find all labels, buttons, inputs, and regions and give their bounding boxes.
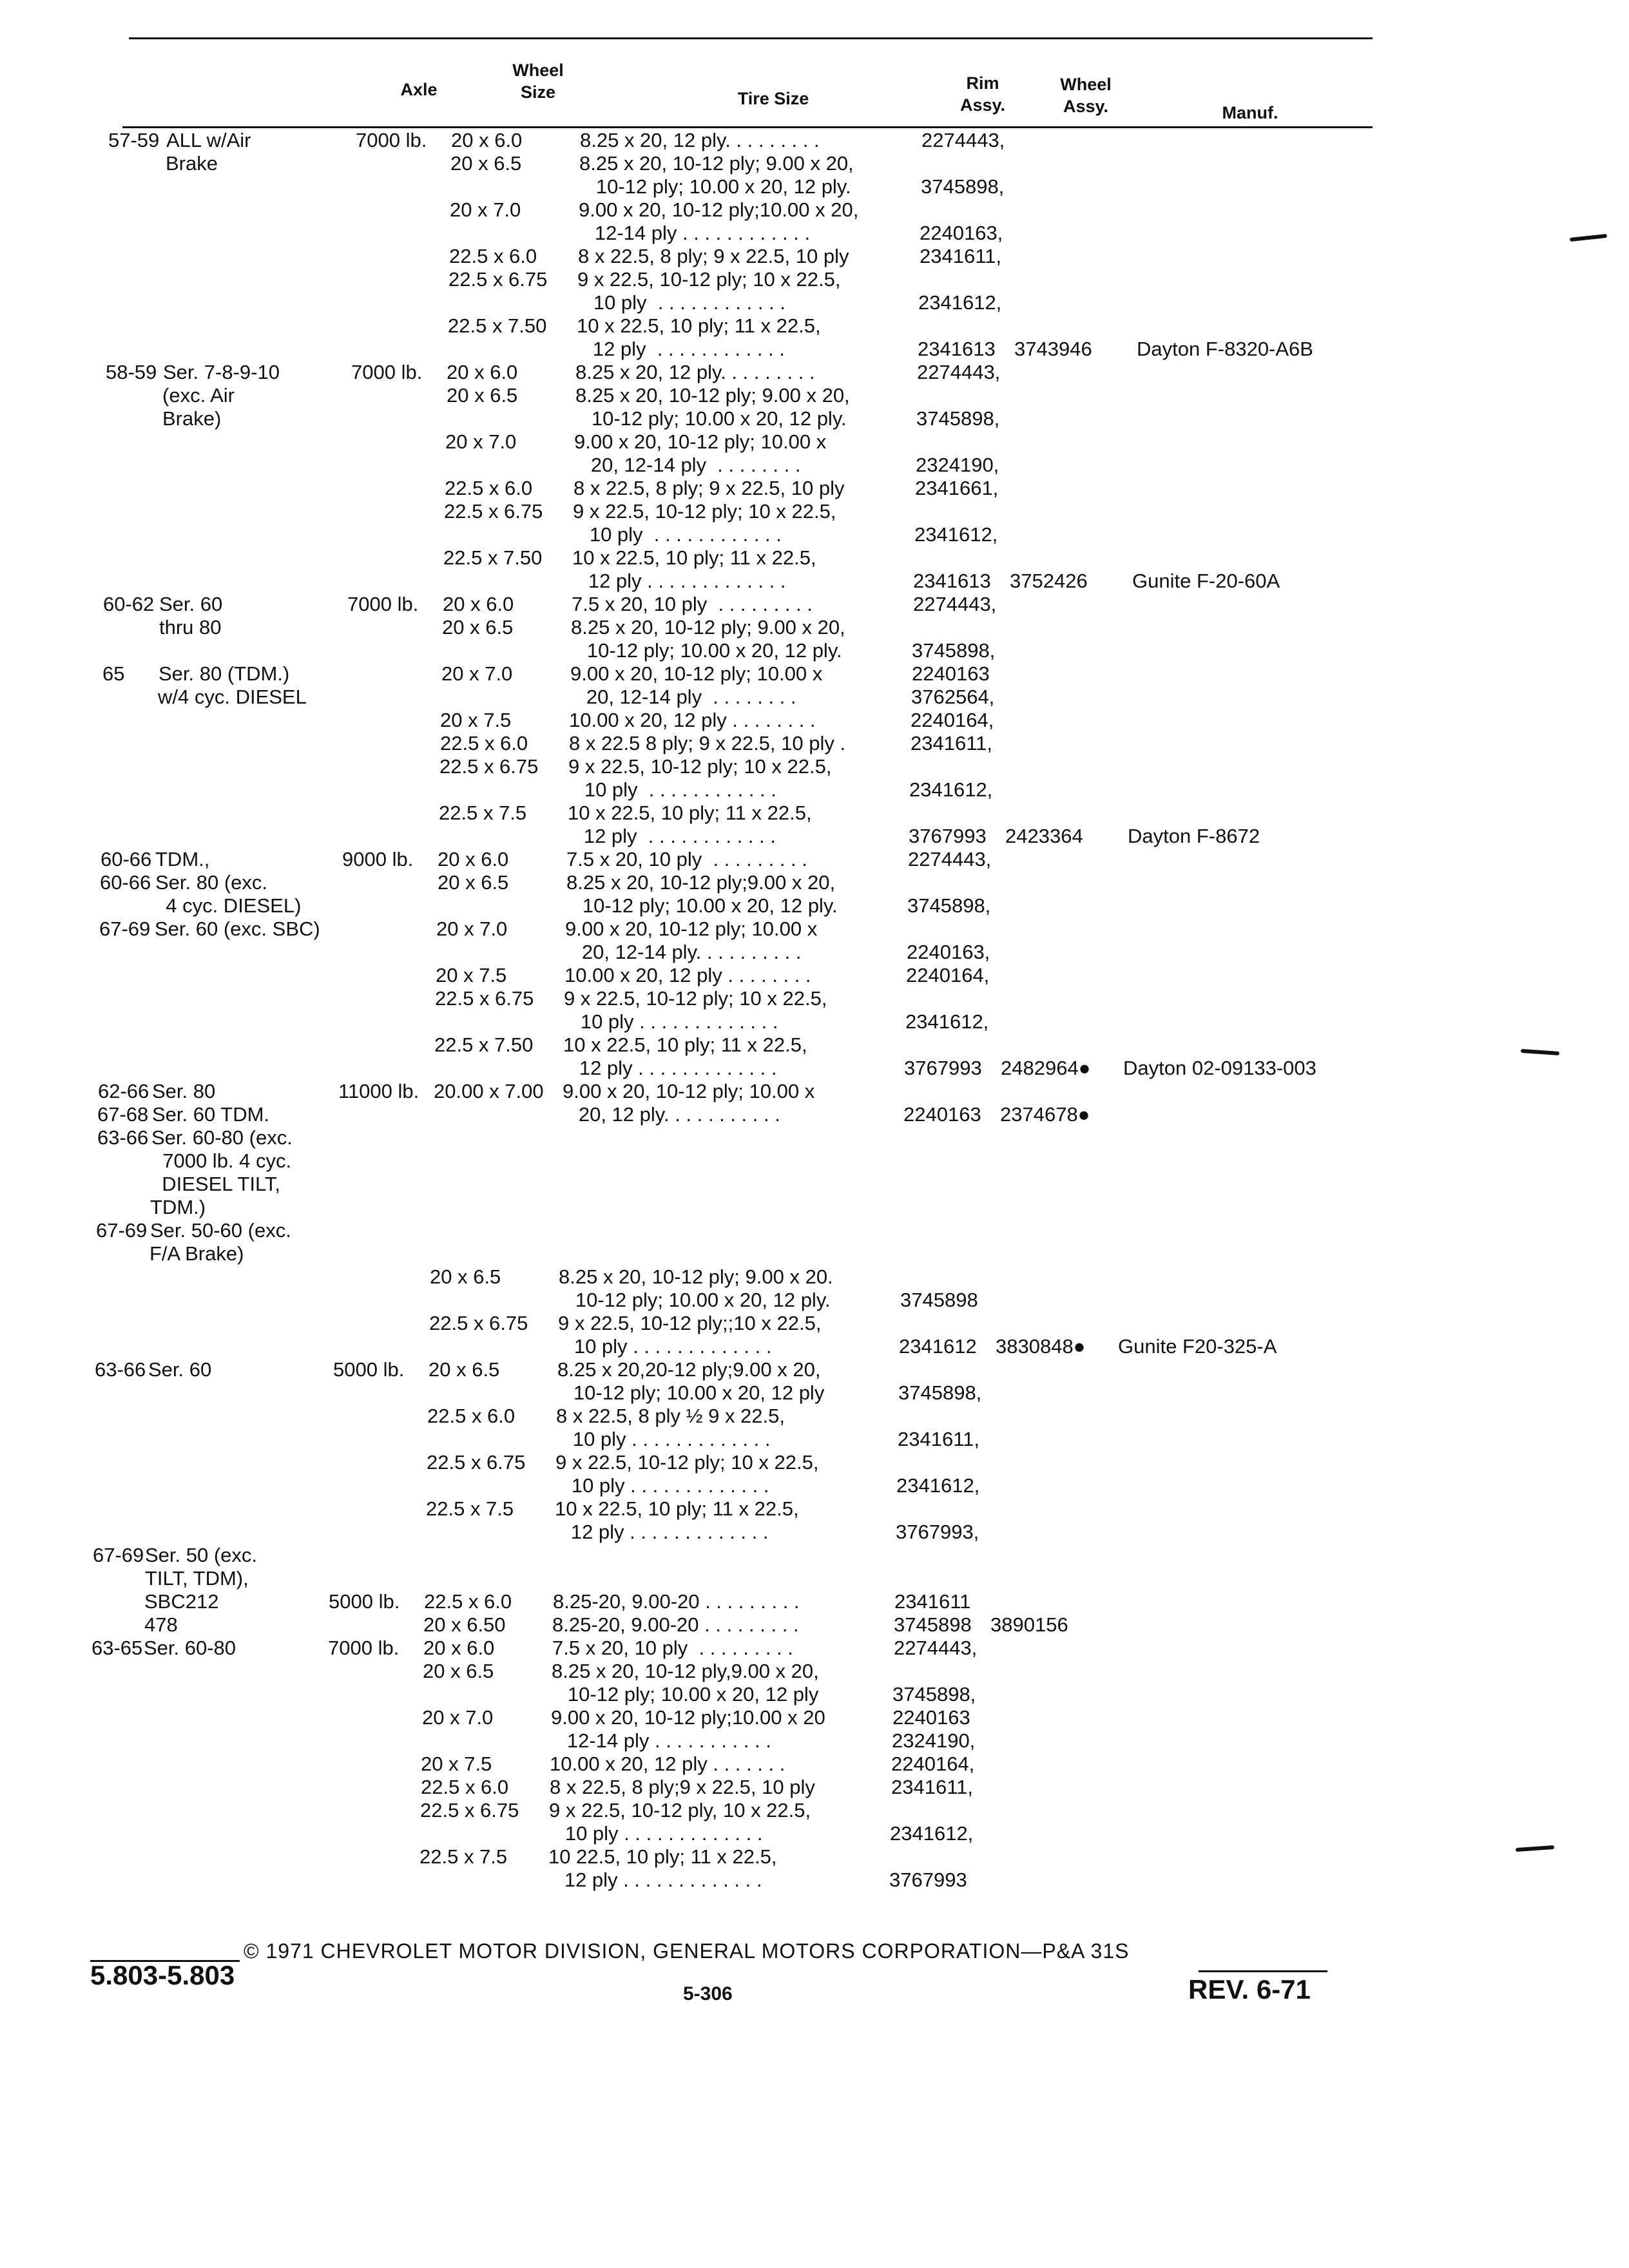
- footer-rule-right: [1199, 1970, 1327, 1972]
- wheel-size-cell: 20 x 6.5: [447, 384, 518, 407]
- wheel-size-cell: 22.5 x 6.0: [427, 1405, 516, 1427]
- manuf-cell: Gunite F-20-60A: [1132, 570, 1280, 592]
- wheel-assy-cell: 2482964●: [1001, 1057, 1091, 1079]
- series-cell: 478: [144, 1613, 178, 1636]
- tire-size-cell: 12 ply . . . . . . . . . . . . .: [548, 1869, 762, 1891]
- wheel-size-cell: 20.00 x 7.00: [434, 1080, 544, 1102]
- copyright-line: © 1971 CHEVROLET MOTOR DIVISION, GENERAL MOTORS CORPORATION—P&A 31S: [244, 1939, 1130, 1963]
- wheel-size-cell: 20 x 6.0: [438, 848, 509, 870]
- tire-size-cell: 12 ply . . . . . . . . . . . .: [567, 825, 776, 847]
- tire-size-cell: 9 x 22.5, 10-12 ply; 10 x 22.5,: [573, 500, 836, 523]
- tire-size-cell: 10 22.5, 10 ply; 11 x 22.5,: [548, 1845, 777, 1868]
- rim-assy-cell: 3745898,: [916, 407, 1000, 430]
- series-cell: Ser. 60: [159, 593, 223, 615]
- rim-assy-cell: 3745898,: [898, 1381, 982, 1404]
- wheel-size-cell: 22.5 x 7.50: [434, 1033, 534, 1056]
- tire-size-cell: 8.25 x 20,20-12 ply;9.00 x 20,: [557, 1358, 821, 1381]
- series-cell: 7000 lb. 4 cyc.: [151, 1149, 292, 1172]
- tire-size-cell: 7.5 x 20, 10 ply . . . . . . . . .: [572, 593, 813, 615]
- tire-size-cell: 10 ply . . . . . . . . . . . . .: [557, 1335, 772, 1358]
- tire-size-cell: 12 ply . . . . . . . . . . . . .: [563, 1057, 777, 1079]
- tire-size-cell: 20, 12-14 ply. . . . . . . . . .: [565, 941, 802, 963]
- header-rim-assy: Rim Assy.: [959, 73, 1006, 115]
- header-tire-size: Tire Size: [737, 89, 809, 108]
- rim-assy-cell: 3745898: [900, 1289, 978, 1311]
- wheel-size-cell: 20 x 7.5: [436, 964, 507, 986]
- tire-size-cell: 9 x 22.5, 10-12 ply;;10 x 22.5,: [558, 1312, 822, 1334]
- rim-assy-cell: 2341612,: [914, 523, 998, 546]
- wheel-size-cell: 22.5 x 7.5: [426, 1497, 514, 1520]
- tire-size-cell: 9 x 22.5, 10-12 ply; 10 x 22.5,: [568, 755, 832, 778]
- rim-assy-cell: 2341612,: [905, 1010, 989, 1033]
- wheel-size-cell: 22.5 x 6.75: [439, 755, 539, 778]
- tire-size-cell: 10 ply . . . . . . . . . . . .: [577, 291, 786, 314]
- tire-size-cell: 8 x 22.5, 8 ply ½ 9 x 22.5,: [556, 1405, 786, 1427]
- axle-cell: 9000 lb.: [342, 848, 414, 870]
- wheel-size-cell: 20 x 6.0: [451, 129, 523, 151]
- tire-size-cell: 10-12 ply; 10.00 x 20, 12 ply.: [579, 175, 851, 198]
- wheel-assy-cell: 3743946: [1014, 338, 1092, 360]
- manuf-cell: Dayton F-8320-A6B: [1137, 338, 1313, 360]
- header-manuf: Manuf.: [1222, 103, 1278, 122]
- tire-size-cell: 10 ply . . . . . . . . . . . .: [573, 523, 782, 546]
- year-cell: 63-66: [97, 1126, 149, 1149]
- tire-size-cell: 9 x 22.5, 10-12 ply; 10 x 22.5,: [577, 268, 841, 291]
- margin-mark: [1521, 1049, 1559, 1055]
- series-cell: Ser. 60: [148, 1358, 212, 1381]
- series-cell: Brake): [162, 407, 222, 430]
- wheel-size-cell: 20 x 6.50: [423, 1613, 506, 1636]
- wheel-size-cell: 20 x 6.0: [423, 1637, 495, 1659]
- year-cell: 67-69: [96, 1219, 148, 1242]
- tire-size-cell: 8.25 x 20, 12 ply. . . . . . . . .: [580, 129, 820, 151]
- tire-size-cell: 10 ply . . . . . . . . . . . . .: [556, 1428, 771, 1450]
- wheel-size-cell: 20 x 6.5: [438, 871, 509, 894]
- rim-assy-cell: 3767993: [889, 1869, 967, 1891]
- rim-assy-cell: 2341611,: [898, 1428, 979, 1450]
- axle-cell: 5000 lb.: [333, 1358, 405, 1381]
- series-cell: TDM.): [150, 1196, 206, 1218]
- wheel-size-cell: 22.5 x 6.75: [420, 1799, 519, 1821]
- wheel-size-cell: 20 x 7.0: [450, 198, 521, 221]
- rim-assy-cell: 2341612,: [896, 1474, 980, 1497]
- year-cell: 67-69: [99, 918, 151, 940]
- tire-size-cell: 9 x 22.5, 10-12 ply; 10 x 22.5,: [555, 1451, 819, 1474]
- year-cell: 67-68: [97, 1103, 149, 1126]
- series-cell: Ser. 7-8-9-10: [163, 361, 280, 383]
- series-cell: TDM.,: [155, 848, 210, 870]
- series-cell: Ser. 60 (exc. SBC): [155, 918, 320, 940]
- wheel-size-cell: 20 x 7.5: [440, 709, 512, 731]
- wheel-size-cell: 20 x 7.5: [421, 1753, 492, 1775]
- wheel-size-cell: 20 x 7.0: [441, 662, 513, 685]
- tire-size-cell: 12-14 ply . . . . . . . . . . . .: [578, 222, 811, 244]
- year-cell: 60-62: [103, 593, 155, 615]
- rim-assy-cell: 2341611,: [911, 732, 992, 754]
- rim-assy-cell: 3745898,: [912, 639, 996, 662]
- rim-assy-cell: 3767993: [904, 1057, 982, 1079]
- header-axle: Axle: [400, 80, 438, 99]
- rim-assy-cell: 3745898,: [892, 1683, 976, 1706]
- wheel-size-cell: 20 x 6.0: [443, 593, 514, 615]
- rim-assy-cell: 2240163: [912, 662, 990, 685]
- tire-size-cell: 8.25 x 20, 12 ply. . . . . . . . .: [575, 361, 815, 383]
- tire-size-cell: 10 ply . . . . . . . . . . . . .: [548, 1822, 763, 1845]
- series-cell: w/4 cyc. DIESEL: [158, 686, 307, 708]
- tire-size-cell: 10 x 22.5, 10 ply; 11 x 22.5,: [572, 546, 816, 569]
- tire-size-cell: 8.25 x 20, 10-12 ply; 9.00 x 20,: [571, 616, 845, 639]
- wheel-size-cell: 22.5 x 7.50: [443, 546, 543, 569]
- tire-size-cell: 10 ply . . . . . . . . . . . . .: [564, 1010, 778, 1033]
- tire-size-cell: 10 ply . . . . . . . . . . . . .: [555, 1474, 769, 1497]
- tire-size-cell: 12 ply . . . . . . . . . . . .: [576, 338, 785, 360]
- rim-assy-cell: 2341613: [918, 338, 996, 360]
- tire-size-cell: 12-14 ply . . . . . . . . . . .: [550, 1729, 771, 1752]
- rim-assy-cell: 2341661,: [915, 477, 999, 499]
- tire-size-cell: 9.00 x 20, 10-12 ply;10.00 x 20: [551, 1706, 825, 1729]
- tire-size-cell: 10-12 ply; 10.00 x 20, 12 ply: [557, 1381, 825, 1404]
- tire-size-cell: 7.5 x 20, 10 ply . . . . . . . . .: [566, 848, 807, 870]
- rim-assy-cell: 2240164,: [906, 964, 990, 986]
- header-wheel-size: Wheel Size: [512, 61, 564, 102]
- year-cell: 58-59: [106, 361, 157, 383]
- series-cell: Ser. 60 TDM.: [152, 1103, 270, 1126]
- rim-assy-cell: 2274443,: [894, 1637, 978, 1659]
- tire-size-cell: 10-12 ply; 10.00 x 20, 12 ply.: [559, 1289, 831, 1311]
- tire-size-cell: 10 x 22.5, 10 ply; 11 x 22.5,: [563, 1033, 807, 1056]
- tire-size-cell: 8.25 x 20, 10-12 ply,9.00 x 20,: [552, 1660, 819, 1682]
- year-cell: 60-66: [100, 871, 151, 894]
- wheel-size-cell: 20 x 6.5: [450, 152, 522, 175]
- wheel-size-cell: 20 x 6.5: [423, 1660, 494, 1682]
- rim-assy-cell: 2341613: [913, 570, 991, 592]
- series-cell: DIESEL TILT,: [151, 1173, 281, 1195]
- manuf-cell: Dayton F-8672: [1128, 825, 1260, 847]
- wheel-assy-cell: 3752426: [1010, 570, 1088, 592]
- series-cell: TILT, TDM),: [145, 1567, 249, 1590]
- tire-size-cell: 10-12 ply; 10.00 x 20, 12 ply.: [570, 639, 842, 662]
- rim-assy-cell: 2341612,: [909, 778, 993, 801]
- tire-size-cell: 10-12 ply; 10.00 x 20, 12 ply.: [575, 407, 847, 430]
- series-cell: ALL w/Air: [166, 129, 251, 151]
- tire-size-cell: 8.25-20, 9.00-20 . . . . . . . . .: [553, 1590, 800, 1613]
- wheel-assy-cell: 2423364: [1005, 825, 1083, 847]
- rim-assy-cell: 2341612,: [918, 291, 1002, 314]
- axle-cell: 7000 lb.: [351, 361, 423, 383]
- tire-size-cell: 9.00 x 20, 10-12 ply; 10.00 x: [565, 918, 818, 940]
- series-cell: Ser. 80 (TDM.): [159, 662, 290, 685]
- series-cell: thru 80: [159, 616, 222, 639]
- axle-cell: 7000 lb.: [356, 129, 427, 151]
- tire-size-cell: 10 x 22.5, 10 ply; 11 x 22.5,: [555, 1497, 799, 1520]
- manuf-cell: Dayton 02-09133-003: [1123, 1057, 1316, 1079]
- header-wheel-assy: Wheel Assy.: [1060, 75, 1112, 116]
- series-cell: SBC212: [144, 1590, 219, 1613]
- tire-size-cell: 10 x 22.5, 10 ply; 11 x 22.5,: [577, 314, 821, 337]
- wheel-size-cell: 22.5 x 6.75: [435, 987, 534, 1010]
- tire-size-cell: 10.00 x 20, 12 ply . . . . . . .: [550, 1753, 786, 1775]
- axle-cell: 7000 lb.: [347, 593, 419, 615]
- year-cell: 67-69: [93, 1544, 144, 1566]
- rim-assy-cell: 2274443,: [913, 593, 997, 615]
- rim-assy-cell: 2240164,: [911, 709, 994, 731]
- rim-assy-cell: 2274443,: [921, 129, 1005, 151]
- series-cell: 4 cyc. DIESEL): [155, 894, 302, 917]
- tire-size-cell: 12 ply . . . . . . . . . . . . .: [572, 570, 786, 592]
- tire-size-cell: 8 x 22.5, 8 ply; 9 x 22.5, 10 ply: [578, 245, 849, 267]
- rim-assy-cell: 2240163: [903, 1103, 981, 1126]
- rim-assy-cell: 2324190,: [892, 1729, 976, 1752]
- wheel-size-cell: 22.5 x 6.0: [445, 477, 533, 499]
- wheel-size-cell: 22.5 x 6.75: [429, 1312, 528, 1334]
- tire-size-cell: 8 x 22.5, 8 ply;9 x 22.5, 10 ply: [550, 1776, 815, 1798]
- tire-size-cell: 9 x 22.5, 10-12 ply; 10 x 22.5,: [564, 987, 827, 1010]
- wheel-size-cell: 22.5 x 6.0: [440, 732, 528, 754]
- wheel-size-cell: 20 x 7.0: [422, 1706, 494, 1729]
- series-cell: Ser. 80 (exc.: [155, 871, 268, 894]
- tire-size-cell: 10-12 ply; 10.00 x 20, 12 ply: [551, 1683, 819, 1706]
- year-cell: 63-66: [95, 1358, 146, 1381]
- series-cell: Ser. 50-60 (exc.: [150, 1219, 291, 1242]
- wheel-size-cell: 20 x 6.5: [442, 616, 514, 639]
- rim-assy-cell: 3745898,: [921, 175, 1005, 198]
- top-rule: [129, 37, 1373, 39]
- tire-size-cell: 10.00 x 20, 12 ply . . . . . . . .: [569, 709, 816, 731]
- rim-assy-cell: 3745898,: [907, 894, 991, 917]
- rim-assy-cell: 3767993,: [896, 1521, 979, 1543]
- page-number: 5-306: [683, 1983, 733, 2004]
- tire-size-cell: 10 ply . . . . . . . . . . . .: [568, 778, 776, 801]
- tire-size-cell: 12 ply . . . . . . . . . . . . .: [554, 1521, 769, 1543]
- wheel-size-cell: 20 x 7.0: [445, 430, 517, 453]
- rim-assy-cell: 2341611: [894, 1590, 971, 1613]
- year-cell: 62-66: [98, 1080, 149, 1102]
- series-cell: F/A Brake): [149, 1242, 244, 1265]
- year-cell: 57-59: [108, 129, 160, 151]
- manuf-cell: Gunite F20-325-A: [1118, 1335, 1277, 1358]
- wheel-size-cell: 22.5 x 7.5: [439, 802, 527, 824]
- tire-size-cell: 10.00 x 20, 12 ply . . . . . . . .: [564, 964, 811, 986]
- tire-size-cell: 10 x 22.5, 10 ply; 11 x 22.5,: [568, 802, 812, 824]
- rim-assy-cell: 2274443,: [917, 361, 1001, 383]
- axle-cell: 7000 lb.: [328, 1637, 400, 1659]
- rim-assy-cell: 3762564,: [911, 686, 995, 708]
- series-cell: Ser. 80: [152, 1080, 216, 1102]
- year-cell: 60-66: [101, 848, 152, 870]
- wheel-size-cell: 22.5 x 6.75: [427, 1451, 526, 1474]
- tire-size-cell: 8 x 22.5 8 ply; 9 x 22.5, 10 ply .: [569, 732, 846, 754]
- wheel-size-cell: 22.5 x 6.75: [448, 268, 548, 291]
- rim-assy-cell: 2240163,: [920, 222, 1003, 244]
- wheel-size-cell: 22.5 x 6.0: [449, 245, 537, 267]
- rim-assy-cell: 2274443,: [908, 848, 992, 870]
- rim-assy-cell: 3767993: [909, 825, 987, 847]
- tire-size-cell: 20, 12 ply. . . . . . . . . . .: [562, 1103, 780, 1126]
- tire-size-cell: 8 x 22.5, 8 ply; 9 x 22.5, 10 ply: [574, 477, 845, 499]
- tire-size-cell: 9.00 x 20, 10-12 ply; 10.00 x: [563, 1080, 815, 1102]
- series-cell: Ser. 50 (exc.: [145, 1544, 258, 1566]
- tire-size-cell: 8.25 x 20, 10-12 ply; 9.00 x 20.: [559, 1265, 833, 1288]
- wheel-size-cell: 22.5 x 7.5: [419, 1845, 508, 1868]
- tire-size-cell: 8.25 x 20, 10-12 ply; 9.00 x 20,: [579, 152, 854, 175]
- year-cell: 63-65: [92, 1637, 143, 1659]
- rim-assy-cell: 2341612,: [890, 1822, 974, 1845]
- series-cell: Ser. 60-80 (exc.: [151, 1126, 293, 1149]
- wheel-size-cell: 20 x 7.0: [436, 918, 508, 940]
- tire-size-cell: 7.5 x 20, 10 ply . . . . . . . . .: [552, 1637, 793, 1659]
- rim-assy-cell: 2341612: [899, 1335, 977, 1358]
- tire-size-cell: 20, 12-14 ply . . . . . . . .: [570, 686, 796, 708]
- wheel-size-cell: 22.5 x 7.50: [448, 314, 547, 337]
- rim-assy-cell: 2240164,: [891, 1753, 975, 1775]
- rim-assy-cell: 2324190,: [916, 454, 999, 476]
- tire-size-cell: 9.00 x 20, 10-12 ply; 10.00 x: [574, 430, 827, 453]
- year-cell: 65: [102, 662, 125, 685]
- tire-size-cell: 9 x 22.5, 10-12 ply, 10 x 22.5,: [549, 1799, 811, 1821]
- rim-assy-cell: 2240163,: [907, 941, 990, 963]
- rim-assy-cell: 2240163: [892, 1706, 970, 1729]
- wheel-size-cell: 20 x 6.0: [447, 361, 518, 383]
- tire-size-cell: 8.25-20, 9.00-20 . . . . . . . . .: [552, 1613, 799, 1636]
- tire-size-cell: 20, 12-14 ply . . . . . . . .: [574, 454, 801, 476]
- rim-assy-cell: 2341611,: [920, 245, 1001, 267]
- wheel-assy-cell: 2374678●: [1000, 1103, 1090, 1126]
- series-cell: Brake: [166, 152, 218, 175]
- tire-size-cell: 8.25 x 20, 10-12 ply;9.00 x 20,: [566, 871, 836, 894]
- wheel-size-cell: 22.5 x 6.75: [444, 500, 543, 523]
- revision: REV. 6-71: [1188, 1974, 1311, 2004]
- tire-size-cell: 8.25 x 20, 10-12 ply; 9.00 x 20,: [575, 384, 850, 407]
- tire-size-cell: 9.00 x 20, 10-12 ply; 10.00 x: [570, 662, 823, 685]
- axle-cell: 5000 lb.: [329, 1590, 400, 1613]
- wheel-size-cell: 22.5 x 6.0: [424, 1590, 512, 1613]
- wheel-size-cell: 22.5 x 6.0: [421, 1776, 509, 1798]
- wheel-size-cell: 20 x 6.5: [430, 1265, 501, 1288]
- header-rule: [122, 126, 1373, 128]
- tire-size-cell: 9.00 x 20, 10-12 ply;10.00 x 20,: [579, 198, 859, 221]
- axle-cell: 11000 lb.: [338, 1080, 419, 1102]
- rim-assy-cell: 2341611,: [891, 1776, 973, 1798]
- wheel-assy-cell: 3890156: [990, 1613, 1068, 1636]
- wheel-size-cell: 20 x 6.5: [429, 1358, 500, 1381]
- series-cell: Ser. 60-80: [144, 1637, 236, 1659]
- margin-mark: [1516, 1845, 1554, 1852]
- rim-assy-cell: 3745898: [894, 1613, 972, 1636]
- tire-size-cell: 10-12 ply; 10.00 x 20, 12 ply.: [566, 894, 838, 917]
- margin-mark: [1570, 234, 1607, 242]
- wheel-assy-cell: 3830848●: [996, 1335, 1086, 1358]
- series-cell: (exc. Air: [162, 384, 235, 407]
- section-number: 5.803-5.803: [90, 1960, 235, 1990]
